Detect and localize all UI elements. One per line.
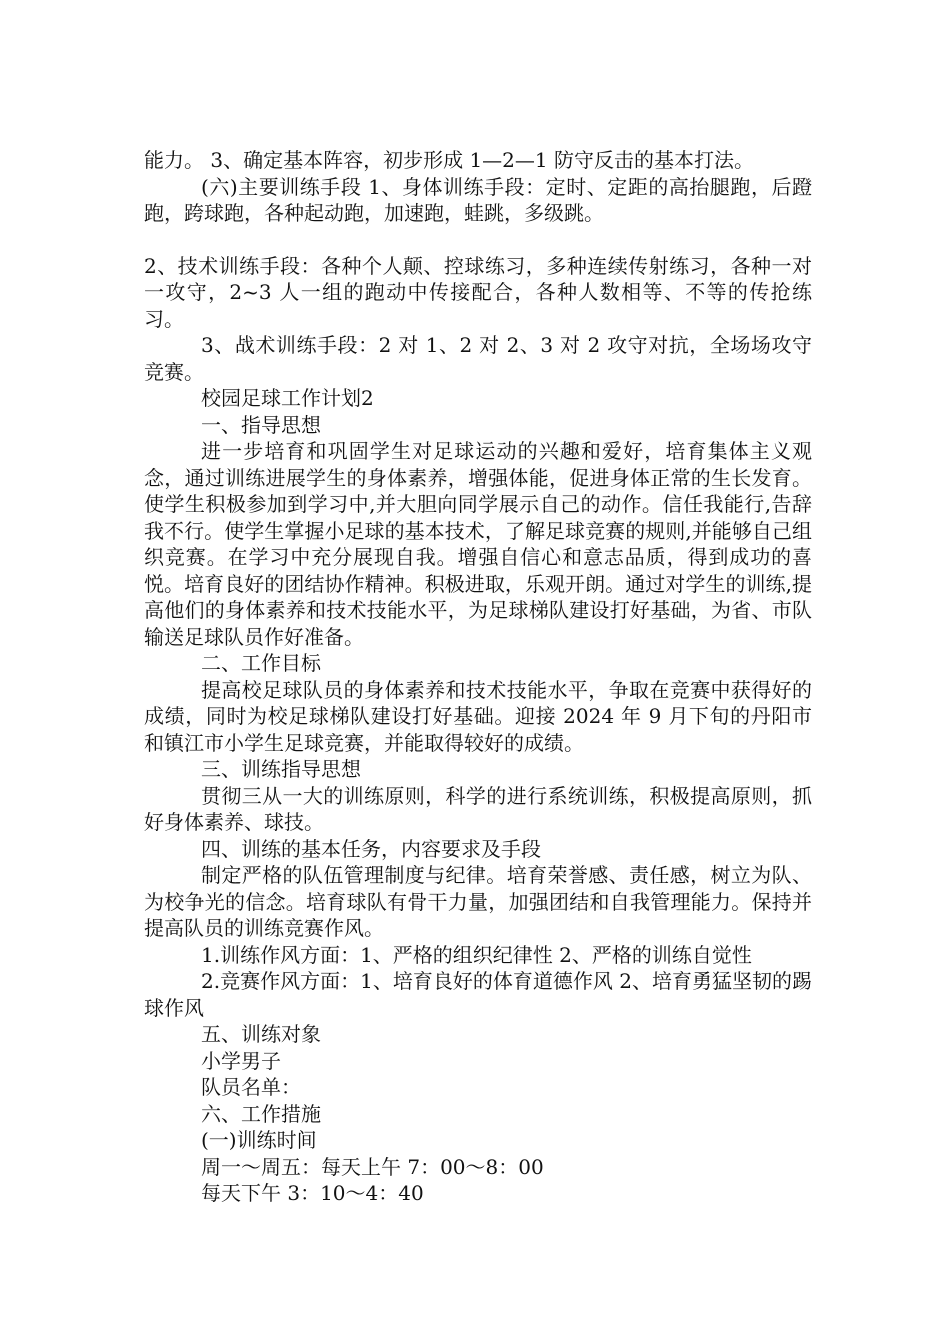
section-title-plan-2: 校园足球工作计划2	[201, 386, 374, 410]
heading-work-measures: 六、工作措施	[201, 1101, 321, 1126]
paragraph-guiding-thought: 进一步培育和巩固学生对足球运动的兴趣和爱好，培育集体主义观念，通过训练进展学生的身体素养，增强体能，促进身体正常的生长发育。使学生积极参加到学习中,并大胆向同学展示自己的动作。信任我能行,告辞我不行。使学生掌握小足球的基本技术，了解足球竞赛的规则,并能够自己组织竞赛。在学习中充分展现自我。增强自信心和意志品质，得到成功的喜悦。培育良好的团结协作精神。积极进取，乐观开朗。通过对学生的训练,提高他们的身体素养和技术技能水平，为足球梯队建设打好基础，为省、市队输送足球队员作好准备。	[144, 439, 812, 649]
paragraph-roster-label: 队员名单：	[201, 1075, 301, 1099]
paragraph-target-group: 小学男子	[201, 1048, 281, 1073]
heading-training-target: 五、训练对象	[201, 1022, 321, 1046]
paragraph-training-means: (六)主要训练手段 1、身体训练手段：定时、定距的高抬腿跑，后蹬跑，跨球跑，各种起动跑，加速跑，蛙跳，多级跳。	[144, 174, 812, 225]
paragraph-technical-training: 2、技术训练手段：各种个人颠、控球练习，多种连续传射练习，各种一对一攻守，2~3 人一组的跑动中传接配合，各种人数相等、不等的传抢练习。	[144, 253, 812, 331]
heading-training-guidance: 三、训练指导思想	[201, 757, 361, 781]
paragraph-work-goal: 提高校足球队员的身体素养和技术技能水平，争取在竞赛中获得好的成绩，同时为校足球梯队建设打好基础。迎接 2024 年 9 月下旬的丹阳市和镇江市小学生足球竞赛，并能取得较好的成绩。	[144, 677, 812, 755]
paragraph-competition-style: 2.竞赛作风方面：1、培育良好的体育道德作风 2、培育勇猛坚韧的踢球作风	[144, 969, 812, 1020]
paragraph-tactical-training: 3、战术训练手段：2 对 1、2 对 2、3 对 2 攻守对抗，全场场攻守竞赛。	[144, 333, 812, 384]
paragraph-basic-tasks: 制定严格的队伍管理制度与纪律。培育荣誉感、责任感，树立为队、为校争光的信念。培育球队有骨干力量，加强团结和自我管理能力。保持并提高队员的训练竞赛作风。	[144, 863, 812, 940]
paragraph-training-style: 1.训练作风方面：1、严格的组织纪律性 2、严格的训练自觉性	[201, 942, 752, 967]
paragraph-morning-schedule: 周一～周五：每天上午 7：00～8：00	[201, 1154, 544, 1179]
paragraph-ability: 能力。 3、确定基本阵容，初步形成 1—2—1 防守反击的基本打法。	[144, 148, 754, 172]
heading-training-time: (一)训练时间	[201, 1128, 317, 1152]
document-page	[144, 147, 812, 1207]
paragraph-afternoon-schedule: 每天下午 3：10～4：40	[201, 1181, 424, 1205]
heading-basic-tasks: 四、训练的基本任务，内容要求及手段	[201, 836, 541, 861]
paragraph-training-guidance: 贯彻三从一大的训练原则，科学的进行系统训练，积极提高原则，抓好身体素养、球技。	[144, 783, 812, 834]
heading-guiding-thought: 一、指导思想	[201, 412, 321, 437]
heading-work-goal: 二、工作目标	[201, 651, 321, 675]
